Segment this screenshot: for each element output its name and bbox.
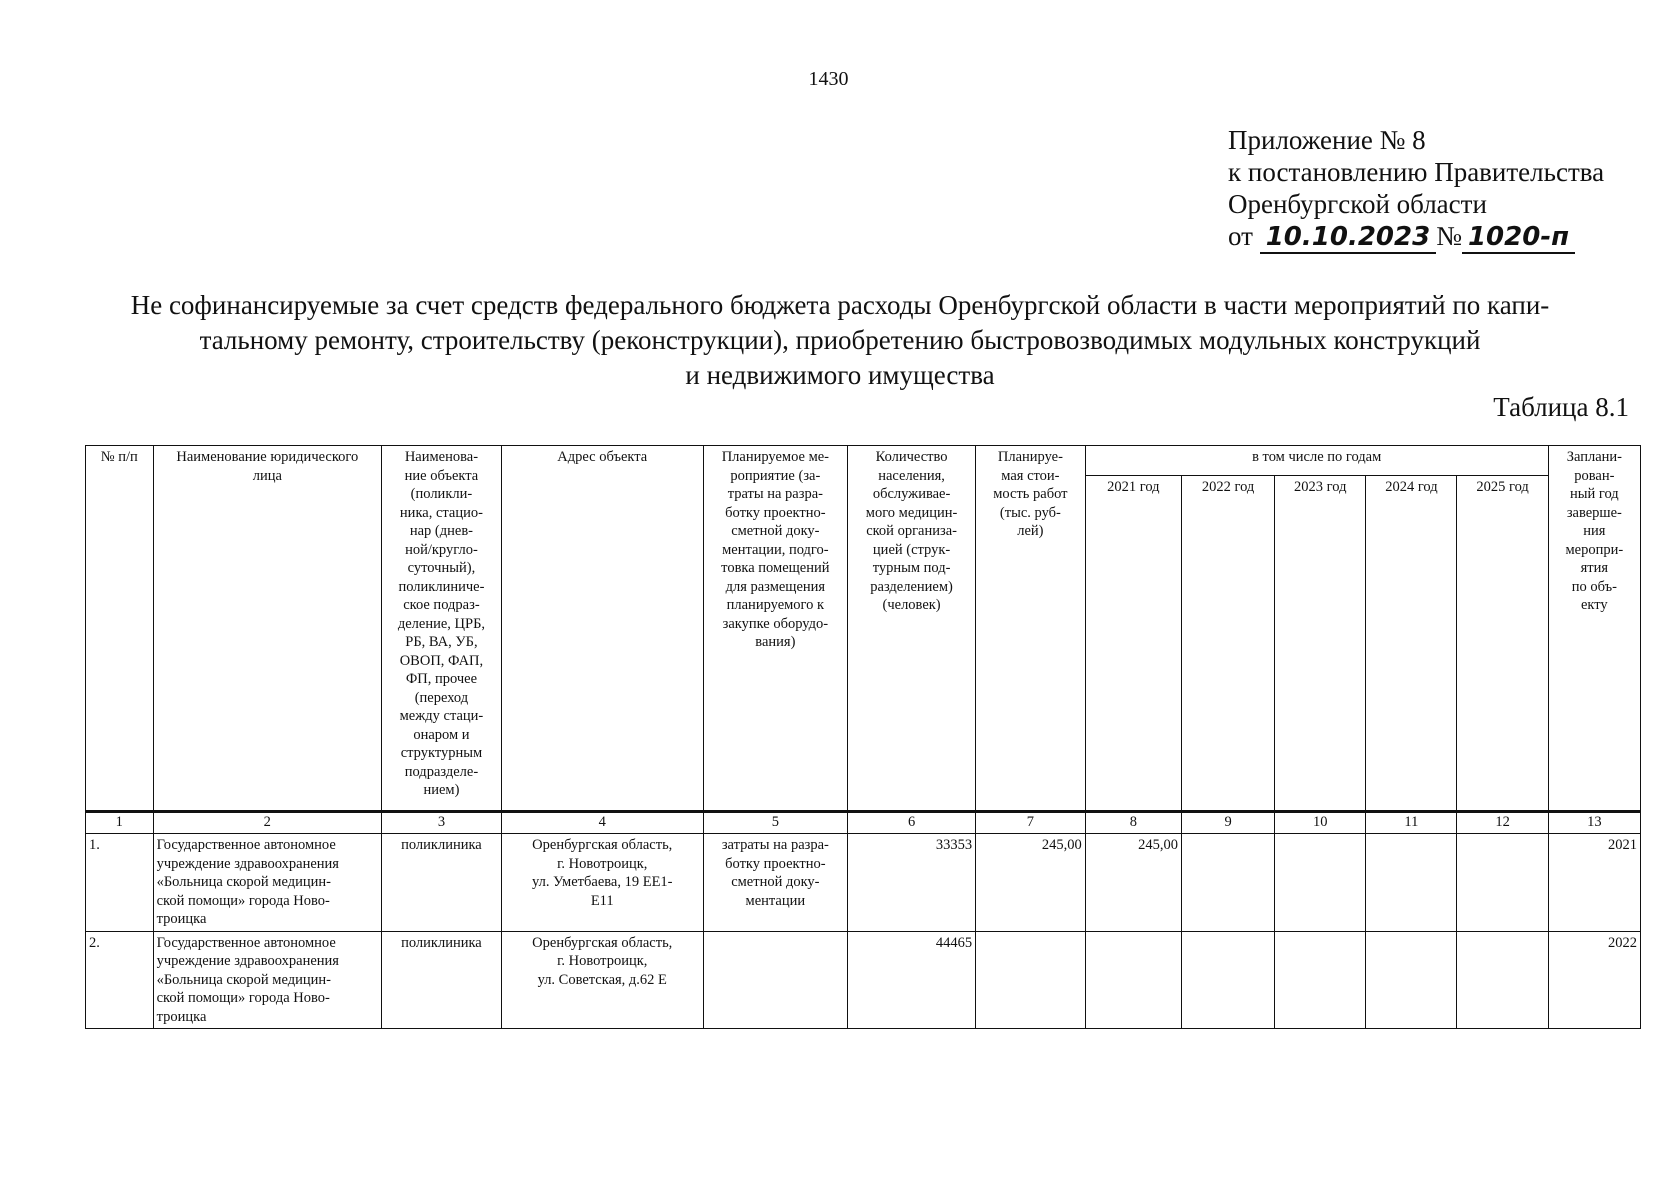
text-line: (тыс. руб-: [999, 504, 1061, 521]
page-number: 1430: [808, 68, 849, 90]
text-line: турным под-: [872, 560, 951, 576]
column-number: 5: [703, 812, 847, 834]
header-address: [501, 446, 703, 812]
text-line: (переход: [414, 689, 469, 706]
header-object-name: [382, 446, 502, 812]
text-line: Государственное автономное: [156, 934, 336, 951]
column-number: 6: [848, 812, 976, 834]
row-legal-name: [153, 834, 381, 932]
row-cost: 245,00: [976, 834, 1086, 932]
text-line: нием): [423, 782, 460, 798]
text-line: ботку проектно-: [725, 855, 826, 872]
text-line: нар (днев-: [409, 523, 474, 539]
header-legal-name: [153, 446, 381, 812]
row-year-2021: 245,00: [1085, 834, 1181, 932]
table-row: [86, 931, 1641, 1029]
text-line: Оренбургская область,: [532, 837, 673, 853]
text-line: № п/п: [100, 449, 138, 465]
text-line: учреждение здравоохранения: [156, 953, 339, 969]
text-line: (человек): [882, 597, 941, 613]
text-line: сметной доку-: [731, 523, 820, 539]
text-line: екту: [1581, 597, 1608, 613]
row-cost: [976, 931, 1086, 1029]
table-row: [86, 834, 1641, 932]
title-line-3: и недвижимого имущества: [685, 360, 995, 390]
header-activity: [703, 446, 847, 812]
column-number: 10: [1275, 812, 1366, 834]
text-line: траты на разра-: [727, 486, 823, 502]
row-address: [501, 931, 703, 1029]
row-completion-year: 2021: [1548, 834, 1640, 932]
text-line: деление, ЦРБ,: [397, 615, 486, 632]
column-number: 8: [1085, 812, 1181, 834]
text-line: (поликли-: [410, 486, 473, 502]
row-object-name: поликлиника: [382, 931, 502, 1029]
number-label: №: [1436, 221, 1462, 251]
text-line: мого медицин-: [865, 504, 958, 521]
header-years-group: в том числе по годам: [1085, 446, 1548, 476]
text-line: ментации: [745, 892, 806, 909]
text-line: Наименование юридического: [176, 449, 359, 465]
text-line: лица: [252, 467, 282, 484]
row-num: 1.: [86, 834, 154, 932]
text-line: затраты на разра-: [721, 837, 829, 853]
text-line: троицка: [156, 1008, 207, 1025]
text-line: обслуживае-: [872, 486, 951, 502]
row-year-2024: [1366, 834, 1457, 932]
row-legal-name: [153, 931, 381, 1029]
header-population: [848, 446, 976, 812]
text-line: Оренбургская область,: [532, 934, 673, 951]
text-line: Е11: [590, 892, 614, 909]
appendix-line-1: Приложение № 8: [1228, 125, 1426, 155]
expenses-table: [85, 445, 1641, 1029]
text-line: рован-: [1574, 467, 1615, 484]
text-line: ния: [1583, 523, 1606, 539]
column-number: 2: [153, 812, 381, 834]
appendix-line-4: [1228, 220, 1604, 253]
header-row-top: [86, 446, 1641, 476]
header-year-2024: 2024 год: [1366, 476, 1457, 812]
text-line: ОВОП, ФАП,: [399, 652, 484, 669]
text-line: Наименова-: [404, 449, 479, 465]
header-num: [86, 446, 154, 812]
row-address: [501, 834, 703, 932]
appendix-line-3: Оренбургской области: [1228, 189, 1487, 219]
row-year-2023: [1275, 931, 1366, 1029]
text-line: между стаци-: [399, 708, 484, 724]
text-line: поликлиниче-: [398, 578, 485, 595]
text-line: товка помещений: [721, 560, 830, 576]
text-line: «Больница скорой медицин-: [156, 971, 331, 988]
text-line: ника, стацио-: [399, 504, 483, 521]
row-activity: [703, 931, 847, 1029]
row-object-name: поликлиника: [382, 834, 502, 932]
text-line: ской организа-: [866, 523, 957, 539]
text-line: ской помощи» города Ново-: [156, 990, 330, 1006]
handwritten-date: 10.10.2023: [1260, 222, 1436, 254]
row-year-2023: [1275, 834, 1366, 932]
text-line: РБ, ВА, УБ,: [405, 634, 478, 650]
column-numbers-row: [86, 812, 1641, 834]
text-line: Адрес объекта: [557, 449, 648, 465]
document-title: [60, 288, 1620, 393]
text-line: разделением): [870, 578, 953, 595]
text-line: учреждение здравоохранения: [156, 855, 339, 872]
text-line: вания): [755, 634, 796, 650]
row-population: 33353: [848, 834, 976, 932]
text-line: «Больница скорой медицин-: [156, 874, 331, 890]
column-number: 4: [501, 812, 703, 834]
row-year-2022: [1181, 834, 1274, 932]
row-year-2025: [1457, 834, 1548, 932]
text-line: ской помощи» города Ново-: [156, 892, 330, 909]
appendix-line-2: к постановлению Правительства: [1228, 157, 1605, 187]
text-line: подразделе-: [404, 763, 479, 780]
text-line: структурным: [400, 745, 483, 761]
header-year-2021: 2021 год: [1085, 476, 1181, 812]
row-activity: [703, 834, 847, 932]
text-line: ятия: [1580, 560, 1609, 576]
text-line: цией (струк-: [872, 541, 951, 558]
from-label: от: [1228, 221, 1253, 251]
row-year-2022: [1181, 931, 1274, 1029]
text-line: закупке оборудо-: [722, 615, 829, 632]
handwritten-number: 1020-п: [1462, 222, 1575, 254]
text-line: Планируемое ме-: [721, 449, 830, 465]
text-line: г. Новотроицк,: [557, 855, 648, 872]
text-line: заверше-: [1566, 504, 1622, 521]
text-line: ФП, прочее: [405, 671, 478, 687]
text-line: меропри-: [1565, 541, 1624, 558]
title-line-2: тальному ремонту, строительству (реконструкции), приобретению быстровозводимых модульных конструкций: [199, 325, 1481, 355]
text-line: по объ-: [1571, 578, 1617, 595]
column-number: 13: [1548, 812, 1640, 834]
text-line: для размещения: [725, 578, 826, 595]
header-cost: [976, 446, 1086, 812]
title-line-1: Не софинансируемые за счет средств федерального бюджета расходы Оренбургской области в части мероприятий по капи-: [130, 290, 1550, 320]
header-year-2025: 2025 год: [1457, 476, 1548, 812]
text-line: ботку проектно-: [725, 504, 826, 521]
text-line: лей): [1017, 523, 1044, 539]
row-population: 44465: [848, 931, 976, 1029]
column-number: 1: [86, 812, 154, 834]
header-year-2023: 2023 год: [1275, 476, 1366, 812]
column-number: 11: [1366, 812, 1457, 834]
appendix-block: [1228, 124, 1604, 253]
text-line: ный год: [1570, 486, 1619, 502]
header-year-2022: 2022 год: [1181, 476, 1274, 812]
column-number: 9: [1181, 812, 1274, 834]
text-line: Заплани-: [1566, 449, 1622, 465]
text-line: суточный),: [407, 560, 476, 576]
text-line: Количество: [875, 449, 948, 465]
text-line: мость работ: [993, 486, 1068, 502]
text-line: ское подраз-: [403, 597, 480, 613]
row-completion-year: 2022: [1548, 931, 1640, 1029]
text-line: г. Новотроицк,: [557, 953, 648, 969]
text-line: Планируе-: [997, 449, 1063, 465]
text-line: ментации, подго-: [722, 541, 829, 558]
row-year-2025: [1457, 931, 1548, 1029]
row-year-2021: [1085, 931, 1181, 1029]
column-number: 3: [382, 812, 502, 834]
text-line: ной/кругло-: [405, 541, 478, 558]
text-line: ние объекта: [404, 467, 479, 484]
text-line: планируемого к: [726, 597, 825, 613]
header-completion: [1548, 446, 1640, 812]
text-line: мая стои-: [1001, 467, 1060, 484]
text-line: населения,: [878, 467, 945, 484]
text-line: онаром и: [413, 726, 470, 743]
text-line: роприятие (за-: [730, 467, 821, 484]
row-num: 2.: [86, 931, 154, 1029]
text-line: сметной доку-: [731, 874, 820, 890]
row-year-2024: [1366, 931, 1457, 1029]
column-number: 7: [976, 812, 1086, 834]
text-line: ул. Уметбаева, 19 ЕЕ1-: [531, 874, 673, 890]
text-line: ул. Советская, д.62 Е: [537, 971, 667, 988]
table-label: Таблица 8.1: [1493, 392, 1629, 422]
text-line: троицка: [156, 911, 207, 927]
text-line: Государственное автономное: [156, 837, 336, 853]
column-number: 12: [1457, 812, 1548, 834]
